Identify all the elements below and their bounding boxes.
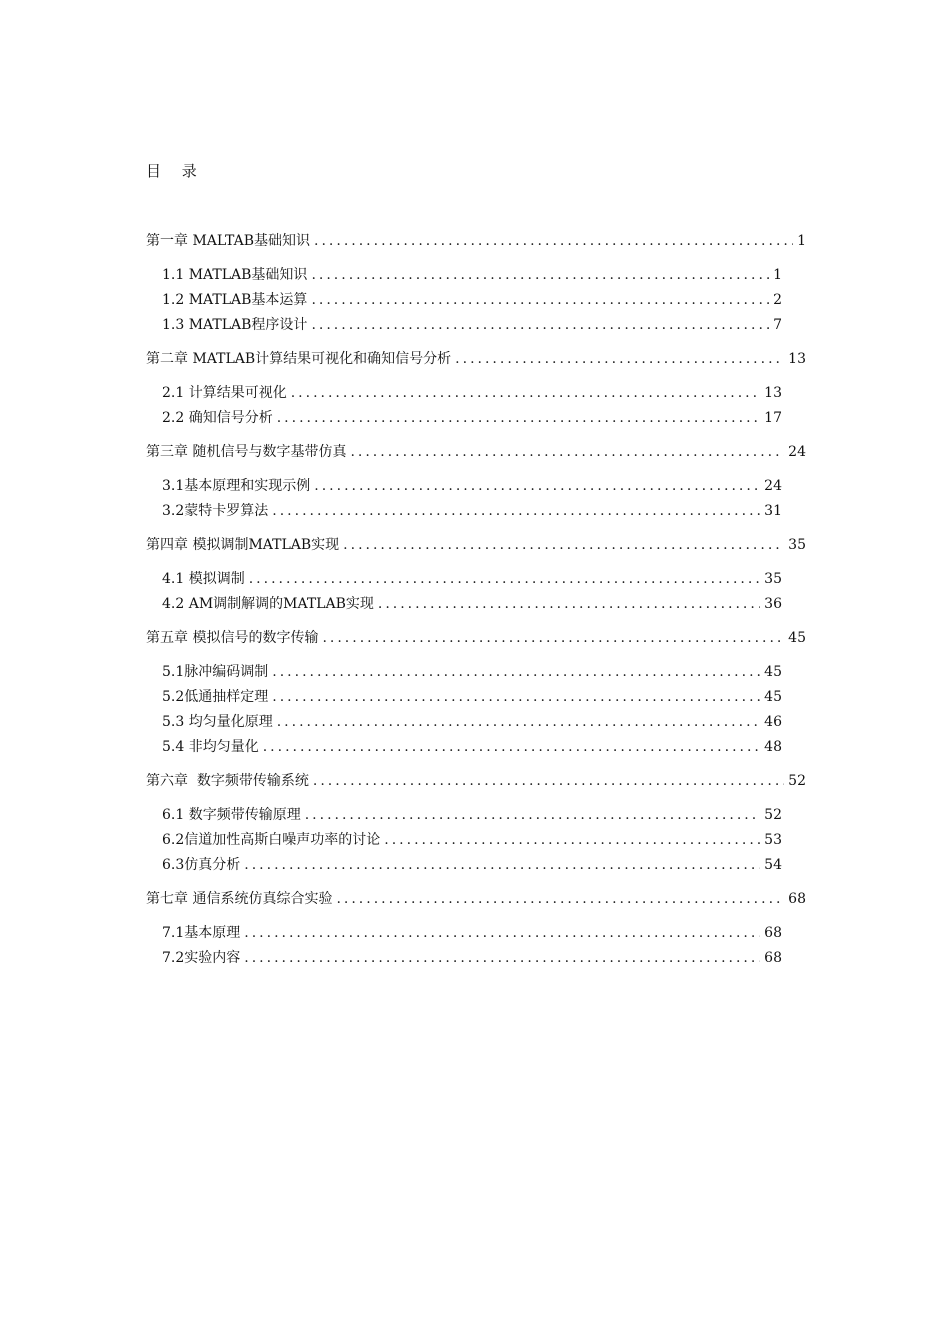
toc-section[interactable] xyxy=(146,660,806,685)
toc-page-number: 7 xyxy=(773,317,782,333)
toc-section[interactable] xyxy=(146,406,806,431)
toc-page-number: 35 xyxy=(788,537,806,553)
dot-leader xyxy=(455,347,784,372)
dot-leader xyxy=(314,474,760,499)
toc-page-number: 13 xyxy=(764,385,782,401)
toc-entry-label: 6.1 数字频带传输原理 xyxy=(162,807,301,823)
dot-leader xyxy=(314,229,793,254)
dot-leader xyxy=(249,567,760,592)
toc-section[interactable] xyxy=(146,921,806,946)
dot-leader xyxy=(272,685,760,710)
toc-chapter[interactable] xyxy=(146,347,806,372)
toc-page-number: 17 xyxy=(764,410,782,426)
toc-page-number: 45 xyxy=(788,630,806,646)
toc-entry-label: 5.4 非均匀量化 xyxy=(162,739,259,755)
toc-chapter[interactable] xyxy=(146,769,806,794)
toc-page-number: 24 xyxy=(764,478,782,494)
dot-leader xyxy=(244,921,760,946)
toc-entry-label: 3.1基本原理和实现示例 xyxy=(162,478,311,494)
toc-section[interactable] xyxy=(146,381,806,406)
dot-leader xyxy=(311,313,769,338)
dot-leader xyxy=(322,626,784,651)
toc-entry-label: 5.1脉冲编码调制 xyxy=(162,664,269,680)
toc-page-number: 46 xyxy=(764,714,782,730)
dot-leader xyxy=(272,499,760,524)
toc-section[interactable] xyxy=(146,474,806,499)
dot-leader xyxy=(336,887,784,912)
toc-entry-label: 2.2 确知信号分析 xyxy=(162,410,273,426)
toc-entry-label: 第七章 通信系统仿真综合实验 xyxy=(146,891,333,907)
toc-title: 目 录 xyxy=(146,162,205,180)
toc-entry-label: 第三章 随机信号与数字基带仿真 xyxy=(146,444,347,460)
toc-chapter[interactable] xyxy=(146,887,806,912)
dot-leader xyxy=(384,828,760,853)
toc-entry-label: 4.2 AM调制解调的MATLAB实现 xyxy=(162,596,374,612)
toc-entry-label: 5.2低通抽样定理 xyxy=(162,689,269,705)
toc-section[interactable] xyxy=(146,313,806,338)
toc-page-number: 68 xyxy=(764,950,782,966)
toc-page-number: 31 xyxy=(764,503,782,519)
toc-section[interactable] xyxy=(146,853,806,878)
toc-entry-label: 第四章 模拟调制MATLAB实现 xyxy=(146,537,340,553)
toc-page-number: 13 xyxy=(788,351,806,367)
toc-page-number: 35 xyxy=(764,571,782,587)
toc-entry-label: 6.3仿真分析 xyxy=(162,857,241,873)
toc-entry-label: 5.3 均匀量化原理 xyxy=(162,714,273,730)
toc-page-number: 68 xyxy=(764,925,782,941)
toc-section[interactable] xyxy=(146,288,806,313)
dot-leader xyxy=(378,592,760,617)
toc-section[interactable] xyxy=(146,567,806,592)
toc-section[interactable] xyxy=(146,803,806,828)
toc-section[interactable] xyxy=(146,685,806,710)
dot-leader xyxy=(277,406,760,431)
table-of-contents xyxy=(146,229,806,971)
toc-chapter[interactable] xyxy=(146,533,806,558)
dot-leader xyxy=(244,853,760,878)
dot-leader xyxy=(311,288,769,313)
toc-entry-label: 6.2信道加性高斯白噪声功率的讨论 xyxy=(162,832,381,848)
toc-entry-label: 7.1基本原理 xyxy=(162,925,241,941)
toc-section[interactable] xyxy=(146,828,806,853)
dot-leader xyxy=(291,381,760,406)
toc-chapter[interactable] xyxy=(146,626,806,651)
dot-leader xyxy=(350,440,784,465)
dot-leader xyxy=(263,735,760,760)
toc-page-number: 1 xyxy=(773,267,782,283)
toc-chapter[interactable] xyxy=(146,440,806,465)
toc-entry-label: 第一章 MALTAB基础知识 xyxy=(146,233,311,249)
toc-entry-label: 1.2 MATLAB基本运算 xyxy=(162,292,308,308)
toc-entry-label: 第二章 MATLAB计算结果可视化和确知信号分析 xyxy=(146,351,452,367)
dot-leader xyxy=(313,769,784,794)
toc-page-number: 45 xyxy=(764,689,782,705)
toc-entry-label: 3.2蒙特卡罗算法 xyxy=(162,503,269,519)
toc-section[interactable] xyxy=(146,263,806,288)
toc-section[interactable] xyxy=(146,710,806,735)
toc-entry-label: 第五章 模拟信号的数字传输 xyxy=(146,630,319,646)
toc-page-number: 24 xyxy=(788,444,806,460)
toc-section[interactable] xyxy=(146,499,806,524)
toc-entry-label: 1.3 MATLAB程序设计 xyxy=(162,317,308,333)
dot-leader xyxy=(277,710,760,735)
toc-section[interactable] xyxy=(146,946,806,971)
toc-page-number: 68 xyxy=(788,891,806,907)
toc-page-number: 36 xyxy=(764,596,782,612)
toc-entry-label: 2.1 计算结果可视化 xyxy=(162,385,287,401)
dot-leader xyxy=(305,803,760,828)
toc-page-number: 54 xyxy=(764,857,782,873)
toc-page-number: 48 xyxy=(764,739,782,755)
dot-leader xyxy=(311,263,769,288)
toc-page-number: 52 xyxy=(788,773,806,789)
toc-page-number: 45 xyxy=(764,664,782,680)
toc-page-number: 53 xyxy=(764,832,782,848)
toc-section[interactable] xyxy=(146,735,806,760)
toc-chapter[interactable] xyxy=(146,229,806,254)
toc-entry-label: 7.2实验内容 xyxy=(162,950,241,966)
toc-page-number: 1 xyxy=(797,233,806,249)
dot-leader xyxy=(343,533,784,558)
dot-leader xyxy=(244,946,760,971)
toc-entry-label: 1.1 MATLAB基础知识 xyxy=(162,267,308,283)
toc-section[interactable] xyxy=(146,592,806,617)
dot-leader xyxy=(272,660,760,685)
toc-entry-label: 第六章 数字频带传输系统 xyxy=(146,773,309,789)
toc-page-number: 2 xyxy=(773,292,782,308)
toc-page-number: 52 xyxy=(764,807,782,823)
toc-entry-label: 4.1 模拟调制 xyxy=(162,571,245,587)
